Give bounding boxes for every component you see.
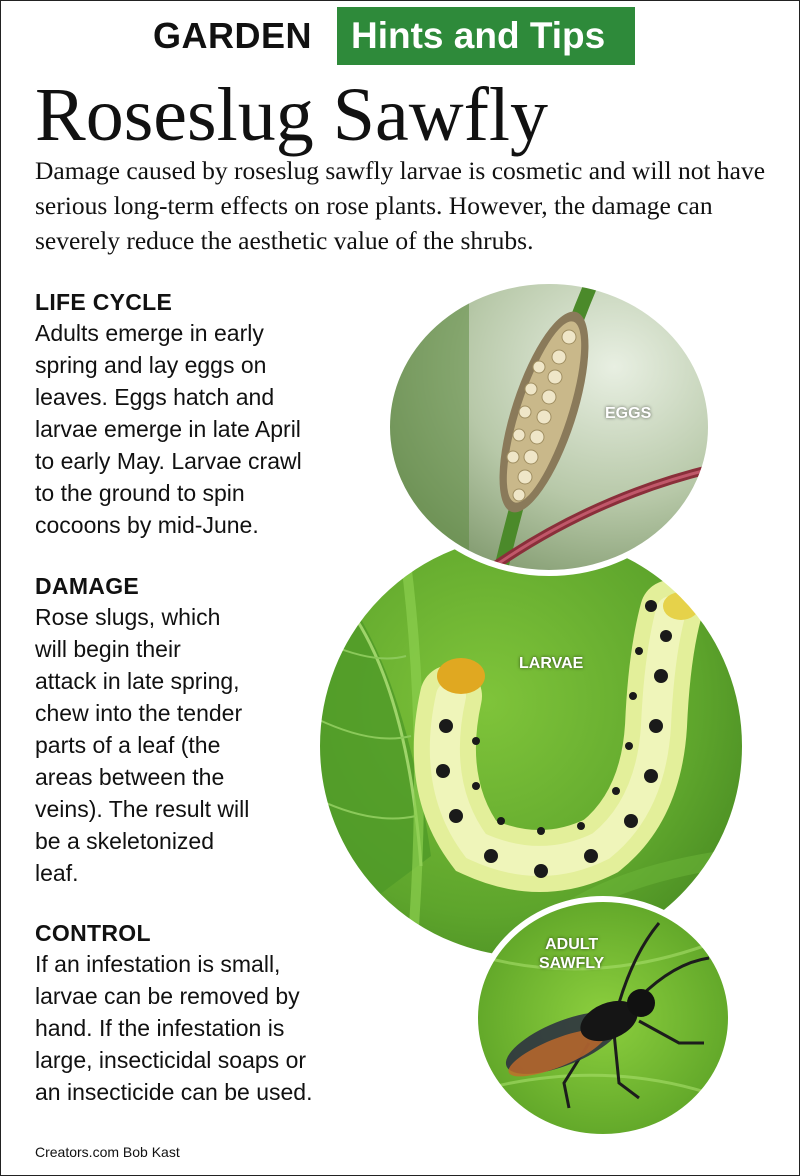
control-heading: CONTROL [35, 920, 151, 946]
damage-section [35, 571, 325, 889]
eggs-photo-icon [379, 277, 715, 577]
adult-sawfly-photo-icon [469, 893, 737, 1143]
credit-line: Creators.com Bob Kast [35, 1144, 180, 1160]
life-cycle-section [35, 287, 365, 541]
damage-heading: DAMAGE [35, 573, 140, 599]
damage-text: Rose slugs, which will begin their attack in late spring, chew into the tender parts of a leaf (the areas between the veins). The result will be a skeletonized leaf. [35, 604, 250, 886]
header [1, 7, 800, 67]
page-title: Roseslug Sawfly [35, 73, 548, 157]
garden-label: GARDEN [153, 15, 313, 56]
adult-sawfly-photo [469, 893, 737, 1143]
control-text: If an infestation is small, larvae can be removed by hand. If the infestation is large, insecticidal soaps or an insecticide can be used. [35, 951, 313, 1105]
larvae-label: LARVAE [519, 655, 584, 672]
adult-sawfly-label: ADULT SAWFLY [539, 936, 605, 972]
eggs-photo [379, 277, 715, 577]
intro-paragraph: Damage caused by roseslug sawfly larvae is cosmetic and will not have serious long-term effects on rose plants. However, the damage can severely reduce the aesthetic value of the shrubs. [35, 156, 766, 255]
hints-label: Hints and Tips [351, 15, 606, 56]
life-cycle-text: Adults emerge in early spring and lay eggs on leaves. Eggs hatch and larvae emerge in late April to early May. Larvae crawl to the ground to spin cocoons by mid-June. [35, 320, 302, 538]
hints-and-tips-banner [337, 7, 635, 65]
eggs-label: EGGS [605, 405, 652, 422]
life-cycle-heading: LIFE CYCLE [35, 289, 173, 315]
